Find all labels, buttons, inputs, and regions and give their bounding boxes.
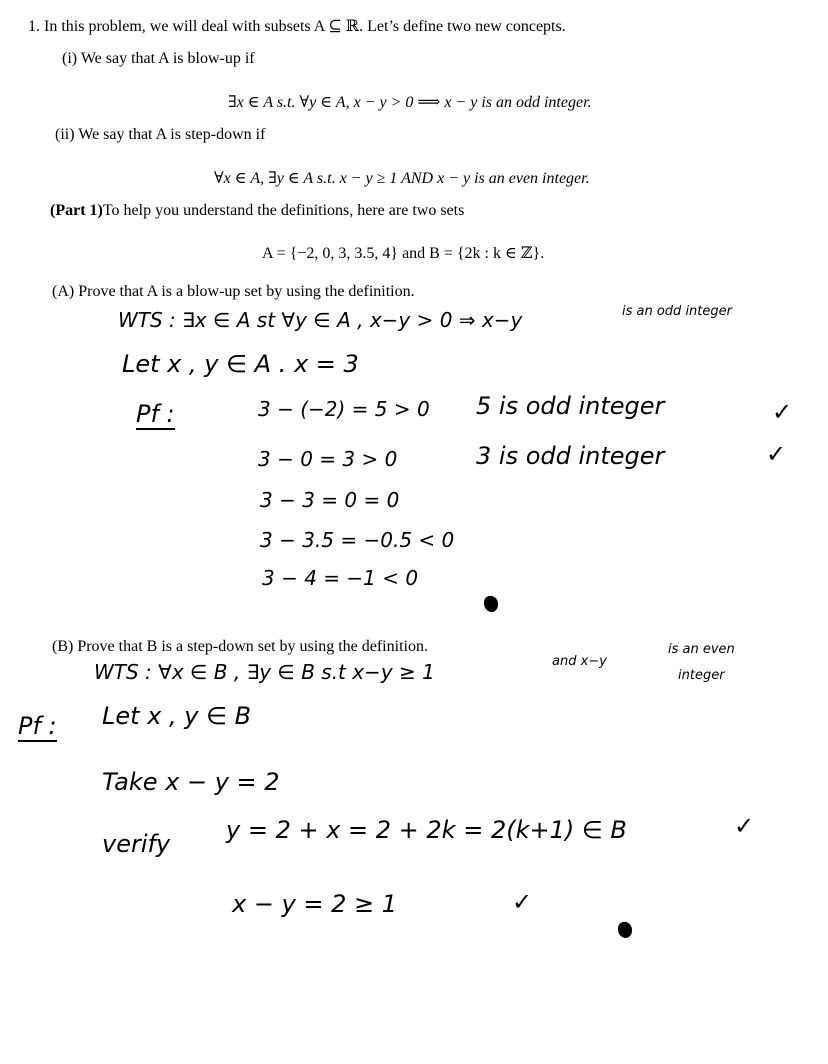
a-line-1-check: ✓ (772, 398, 793, 426)
a-line-4-calc: 3 − 3.5 = −0.5 < 0 (260, 528, 455, 552)
a-wts-tail: is an odd integer (622, 304, 732, 319)
a-line-2-note: 3 is odd integer (476, 442, 665, 470)
question-b: (B) Prove that B is a step-down set by using the definition. (52, 638, 428, 655)
b-let: Let x , y ∈ B (102, 702, 252, 730)
a-line-1-calc: 3 − (−2) = 5 > 0 (258, 397, 430, 421)
b-verify-check: ✓ (734, 812, 755, 840)
a-line-2-check: ✓ (766, 440, 787, 468)
part1-line (50, 202, 464, 220)
end-mark-b (618, 922, 632, 938)
b-verify-eq: y = 2 + x = 2 + 2k = 2(k+1) ∈ B (226, 816, 627, 844)
part1-text: To help you understand the definitions, here are two sets (102, 202, 465, 219)
a-line-5-calc: 3 − 4 = −1 < 0 (262, 566, 419, 590)
a-let: Let x , y ∈ A . x = 3 (122, 350, 359, 378)
a-pf: Pf : (136, 400, 175, 428)
b-take: Take x − y = 2 (102, 768, 280, 796)
end-mark-a (484, 596, 498, 612)
a-line-2-calc: 3 − 0 = 3 > 0 (258, 447, 398, 471)
sets-formula: A = {−2, 0, 3, 3.5, 4} and B = {2k : k ∈ ℤ}. (262, 245, 545, 262)
b-wts-tail-2: integer (678, 668, 725, 683)
question-a: (A) Prove that A is a blow-up set by using the definition. (52, 283, 415, 300)
b-wts: WTS : ∀x ∈ B , ∃y ∈ B s.t x−y ≥ 1 (94, 660, 435, 684)
definition-ii: (ii) We say that A is step-down if (55, 126, 266, 143)
definition-i-formula: ∃x ∈ A s.t. ∀y ∈ A, x − y > 0 ⟹ x − y is an odd integer. (228, 94, 592, 111)
b-wts-tail-1: is an even (668, 642, 735, 657)
b-second-eq: x − y = 2 ≥ 1 (232, 890, 398, 918)
b-verify-label: verify (102, 830, 171, 858)
part1-label: (Part 1) (50, 202, 103, 219)
b-second-check: ✓ (512, 888, 533, 916)
definition-ii-formula: ∀x ∈ A, ∃y ∈ A s.t. x − y ≥ 1 AND x − y is an even integer. (214, 170, 590, 187)
a-line-1-note: 5 is odd integer (476, 392, 665, 420)
a-line-3-calc: 3 − 3 = 0 = 0 (260, 488, 400, 512)
definition-i: (i) We say that A is blow-up if (62, 50, 255, 67)
problem-intro: 1. In this problem, we will deal with subsets A ⊆ ℝ. Let’s define two new concepts. (28, 18, 566, 35)
b-pf: Pf : (18, 712, 57, 740)
b-wts-and: and x−y (552, 654, 607, 669)
a-wts: WTS : ∃x ∈ A st ∀y ∈ A , x−y > 0 ⇒ x−y (118, 308, 523, 332)
